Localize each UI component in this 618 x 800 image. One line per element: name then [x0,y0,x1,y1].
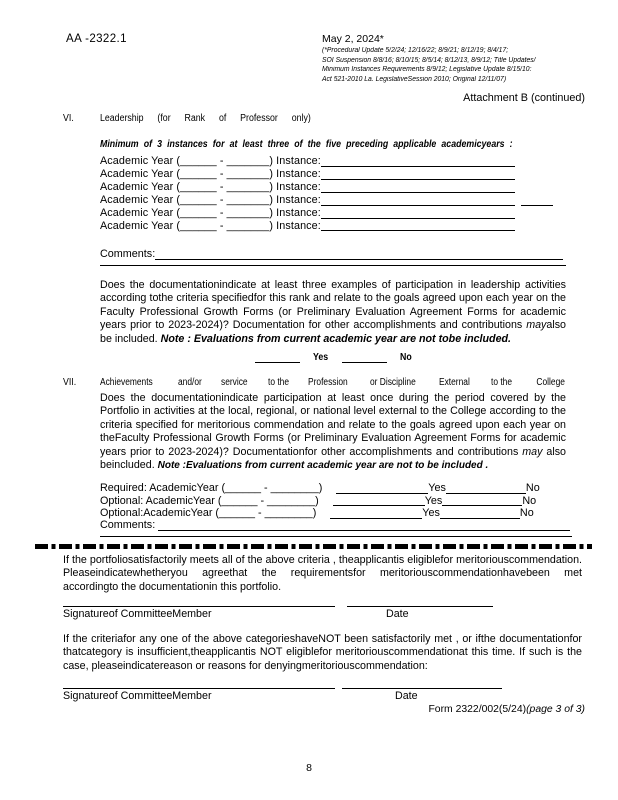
section-vi-title [100,113,340,124]
dash-dot-divider [35,544,592,549]
yes-no-row [255,351,414,364]
question-tail: also be included. [100,319,566,345]
question-note: Note : Evaluations from current academic year are not tobe included. [160,332,512,345]
comments-label: Comments: [100,248,156,260]
revision-line: SOI Suspension 8/8/16; 8/10/15; 8/5/14; 8/12/13, 8/9/12; Title Updates/ [322,56,536,64]
comments-label: Comments: [100,519,156,531]
instance-blank-line [321,207,515,219]
form-number: AA -2322.1 [66,33,127,45]
no-label: No [522,494,537,507]
yes-label: Yes [422,507,440,520]
comments-second-line [100,536,572,537]
revision-line: Minimum Instances Requirements 8/9/12; Legislative Update 8/15/10: [322,66,532,74]
yes-blank-line [255,351,300,363]
title-word: Profession [307,377,348,388]
form-ref-text: Form 2322/002(5/24) [428,704,527,715]
revision-line: (*Procedural Update 5/2/24; 12/16/22; 8/9/21; 8/12/19; 8/4/17; [322,47,509,54]
header-date: May 2, 2024* [322,33,384,45]
title-word: and/or [177,377,202,388]
title-word: service [221,377,248,388]
academic-year-label: Academic Year (______ - _______) Instance: [100,180,321,193]
academic-year-row [100,207,515,220]
yes-label: Yes [424,494,443,507]
academic-year-label: Academic Year (______ - _______) Instance: [100,219,321,232]
section-number-text: VII. [63,377,77,388]
required-optional-rows [100,482,540,520]
optional-label: Optional:AcademicYear (______ - ________) [100,507,317,520]
instance-blank-line [321,168,515,180]
comments-row-vi [100,248,563,261]
academic-year-row [100,181,515,194]
title-word: to the [267,377,289,388]
comments-blank-line [158,519,570,531]
section-number-text: VI. [63,113,74,124]
revision-line: Act 521-2010 La. LegislativeSession 2010; Original 12/11/07) [322,75,507,83]
required-year-row [100,482,540,495]
title-word: to the [491,377,513,388]
date-label: Date [386,608,409,620]
title-word: Achievements [100,377,153,388]
no-blank-line [440,507,520,519]
date-line [347,606,493,607]
required-label: Required: AcademicYear (______ - ________) [100,482,323,494]
form-ref-page: (page 3 of 3) [526,704,585,715]
optional-year-row [100,495,540,508]
revision-history [322,46,542,84]
academic-year-label: Academic Year (______ - _______) Instance: [100,193,321,206]
yes-blank-line [336,482,428,494]
no-blank-line [342,351,387,363]
yes-label: Yes [313,352,329,363]
yes-label: Yes [428,482,446,494]
minimum-instances-note [100,139,569,150]
optional-label: Optional: AcademicYear (______ - ________) [100,494,319,507]
signature-line [63,606,335,607]
academic-year-label: Academic Year (______ - _______) Instance: [100,206,321,219]
question-note: Note :Evaluations from current academic year are not to be included . [157,460,489,472]
instance-blank-line [321,181,515,193]
question-may-italic: may [526,319,547,332]
academic-year-label: Academic Year (______ - _______) Instance: [100,167,321,180]
no-blank-line [442,495,522,507]
page-number: 8 [306,762,312,774]
date-label: Date [395,690,418,702]
optional-year-row [100,507,540,520]
no-label: No [525,482,540,494]
academic-year-row [100,155,515,168]
attachment-label: Attachment B (continued) [463,92,585,104]
comments-blank-line [155,248,563,260]
academic-year-row [100,194,553,207]
eligibility-deny-text: If the criteriafor any one of the above categorieshaveNOT been satisfactorily met , or ifthe documentationfor thatcategory is insufficient,theapplicantis NOT eligiblefor meritoriouscommendationat this time. If such is the case, pleaseindicatereason or reasons for denyingmeritoriouscommendation: [63,633,582,672]
comments-row-vii [100,519,570,532]
title-word: or Discipline [369,377,416,388]
section-vi-question [100,279,566,346]
section-vi-number [63,113,75,124]
signature-label: Signatureof CommitteeMember [63,690,212,702]
question-may-italic: may [522,445,543,458]
yes-blank-line [333,495,425,507]
no-label: No [519,507,534,520]
academic-year-label: Academic Year (______ - _______) Instance: [100,155,321,167]
yes-blank-line [330,507,422,519]
question-text: Does the documentationindicate participation at least once during the period covered by the Portfolio in activities at the local, regional, or national level external to the College according to the criteria specified for meritorious commendation and relate to the goals agreed upon each year on theFaculty Professional Growth Forms (or Preliminary Evaluation Agreement Forms for academic years prior to 2023-2024)? Documentationfor other accomplishments and contributions [100,392,566,458]
academic-year-row [100,168,515,181]
instance-blank-line [321,194,515,206]
instance-blank-line [321,220,515,232]
question-text: Does the documentationindicate at least three examples of participation in leadership activities according tothe criteria specifiedfor this rank and relate to the goals agreed upon each year on the Faculty Professional Growth Forms (or Preliminary Evaluation Agreement Forms for academic years prior to 2023-2024)? Documentation for other accomplishments and contributions [100,279,566,332]
instance-blank-line [321,155,515,167]
section-vi-title-text: Leadership (for Rank of Professor only) [100,113,311,124]
section-vii-title [100,377,565,388]
date-line [342,688,502,689]
no-label: No [400,352,412,363]
comments-second-line [100,265,566,266]
instance-blank-line-extra [521,194,553,206]
minimum-instances-text: Minimum of 3 instances for at least three of the five preceding applicable academicyears : [100,139,513,150]
form-reference [428,704,585,715]
signature-label: Signatureof CommitteeMember [63,608,212,620]
eligibility-approve-text: If the portfoliosatisfactorily meets all of the above criteria , theapplicantis eligiblefor meritoriouscommendation. Pleaseindicatewhetheryou agreethat the requirementsfor meritoriouscommendationhavebeen met accordingto the documentationin this portfolio. [63,554,582,593]
title-word: External [439,377,471,388]
academic-year-rows [100,155,553,232]
title-word: College [536,377,565,388]
section-vii-question [100,392,566,472]
no-blank-line [446,482,526,494]
signature-line [63,688,335,689]
academic-year-row [100,220,515,233]
section-vii-number [63,377,78,388]
question-tail: also beincluded. [100,445,566,472]
